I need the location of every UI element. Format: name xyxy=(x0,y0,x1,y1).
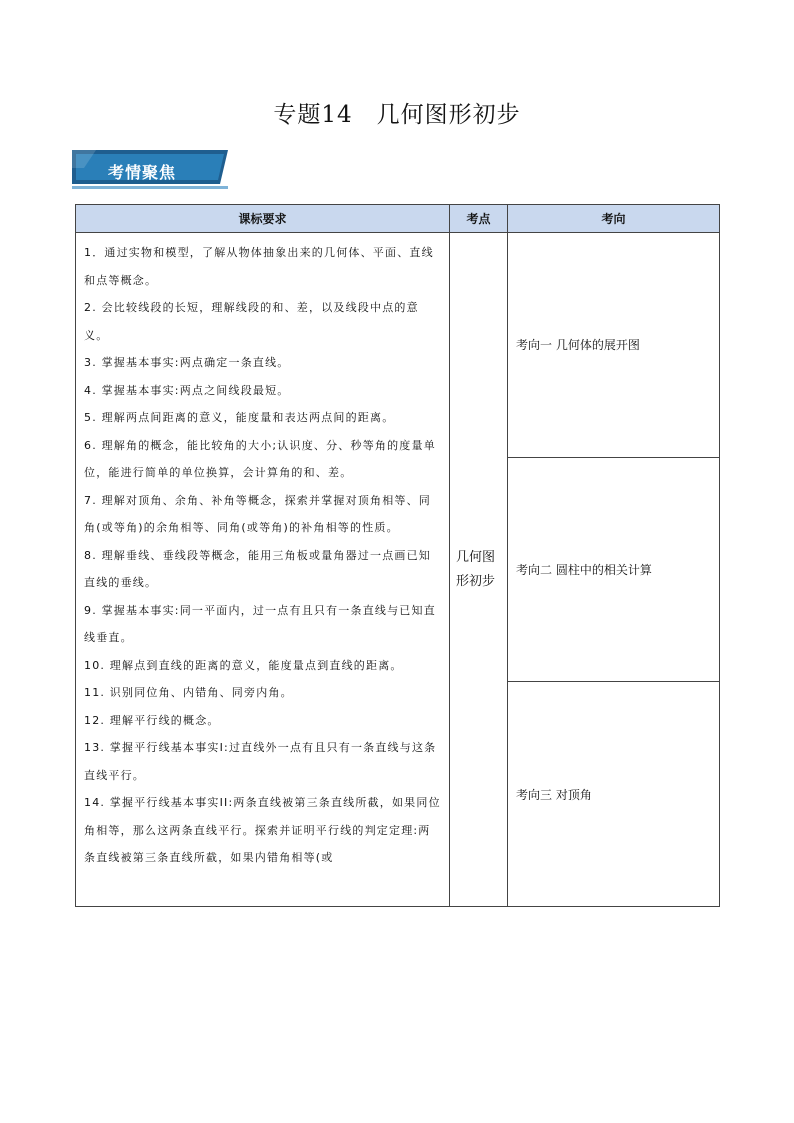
requirement-item: 7. 理解对顶角、余角、补角等概念，探索并掌握对顶角相等、同角(或等角)的余角相等、同角(或等角)的补角相等的性质。 xyxy=(84,493,431,534)
header-requirements: 课标要求 xyxy=(76,205,450,233)
requirement-item: 1．通过实物和模型，了解从物体抽象出来的几何体、平面、直线和点等概念。 xyxy=(84,246,434,287)
requirements-cell xyxy=(76,233,450,907)
requirement-item: 8. 理解垂线、垂线段等概念，能用三角板或量角器过一点画已知直线的垂线。 xyxy=(84,548,431,589)
requirement-item: 5. 理解两点间距离的意义，能度量和表达两点间的距离。 xyxy=(84,411,395,424)
requirement-item: 14. 掌握平行线基本事实II:两条直线被第三条直线所截，如果同位角相等，那么这两条直线平行。探索并证明平行线的判定定理:两条直线被第三条直线所截，如果内错角相等(或 xyxy=(84,796,441,864)
direction-cell: 考向三 对顶角 xyxy=(508,682,720,907)
requirement-item: 3. 掌握基本事实:两点确定一条直线。 xyxy=(84,356,290,369)
page-title: 专题14 几何图形初步 xyxy=(273,102,521,128)
direction-cell: 考向二 圆柱中的相关计算 xyxy=(508,457,720,682)
requirement-item: 9. 掌握基本事实:同一平面内，过一点有且只有一条直线与已知直线垂直。 xyxy=(84,603,436,644)
requirement-item: 10. 理解点到直线的距离的意义，能度量点到直线的距离。 xyxy=(84,658,403,672)
section-banner-label: 考情聚焦 xyxy=(108,163,177,182)
requirement-item: 13. 掌握平行线基本事实I:过直线外一点有且只有一条直线与这条直线平行。 xyxy=(84,741,437,782)
direction-cell: 考向一 几何体的展开图 xyxy=(508,233,720,458)
exam-analysis-table xyxy=(75,204,719,907)
kaodian-cell: 几何图形初步 xyxy=(450,233,508,907)
header-directions: 考向 xyxy=(508,205,720,233)
header-kaodian: 考点 xyxy=(450,205,508,233)
requirement-item: 4. 掌握基本事实:两点之间线段最短。 xyxy=(84,383,290,397)
table-header-row xyxy=(76,205,720,233)
table-row xyxy=(76,233,720,458)
requirement-item: 6. 理解角的概念，能比较角的大小;认识度、分、秒等角的度量单位，能进行简单的单位换算，会计算角的和、差。 xyxy=(84,438,436,479)
requirement-item: 12. 理解平行线的概念。 xyxy=(84,713,220,727)
requirement-item: 11. 识别同位角、内错角、同旁内角。 xyxy=(84,686,293,699)
requirement-item: 2. 会比较线段的长短，理解线段的和、差，以及线段中点的意义。 xyxy=(84,301,419,342)
